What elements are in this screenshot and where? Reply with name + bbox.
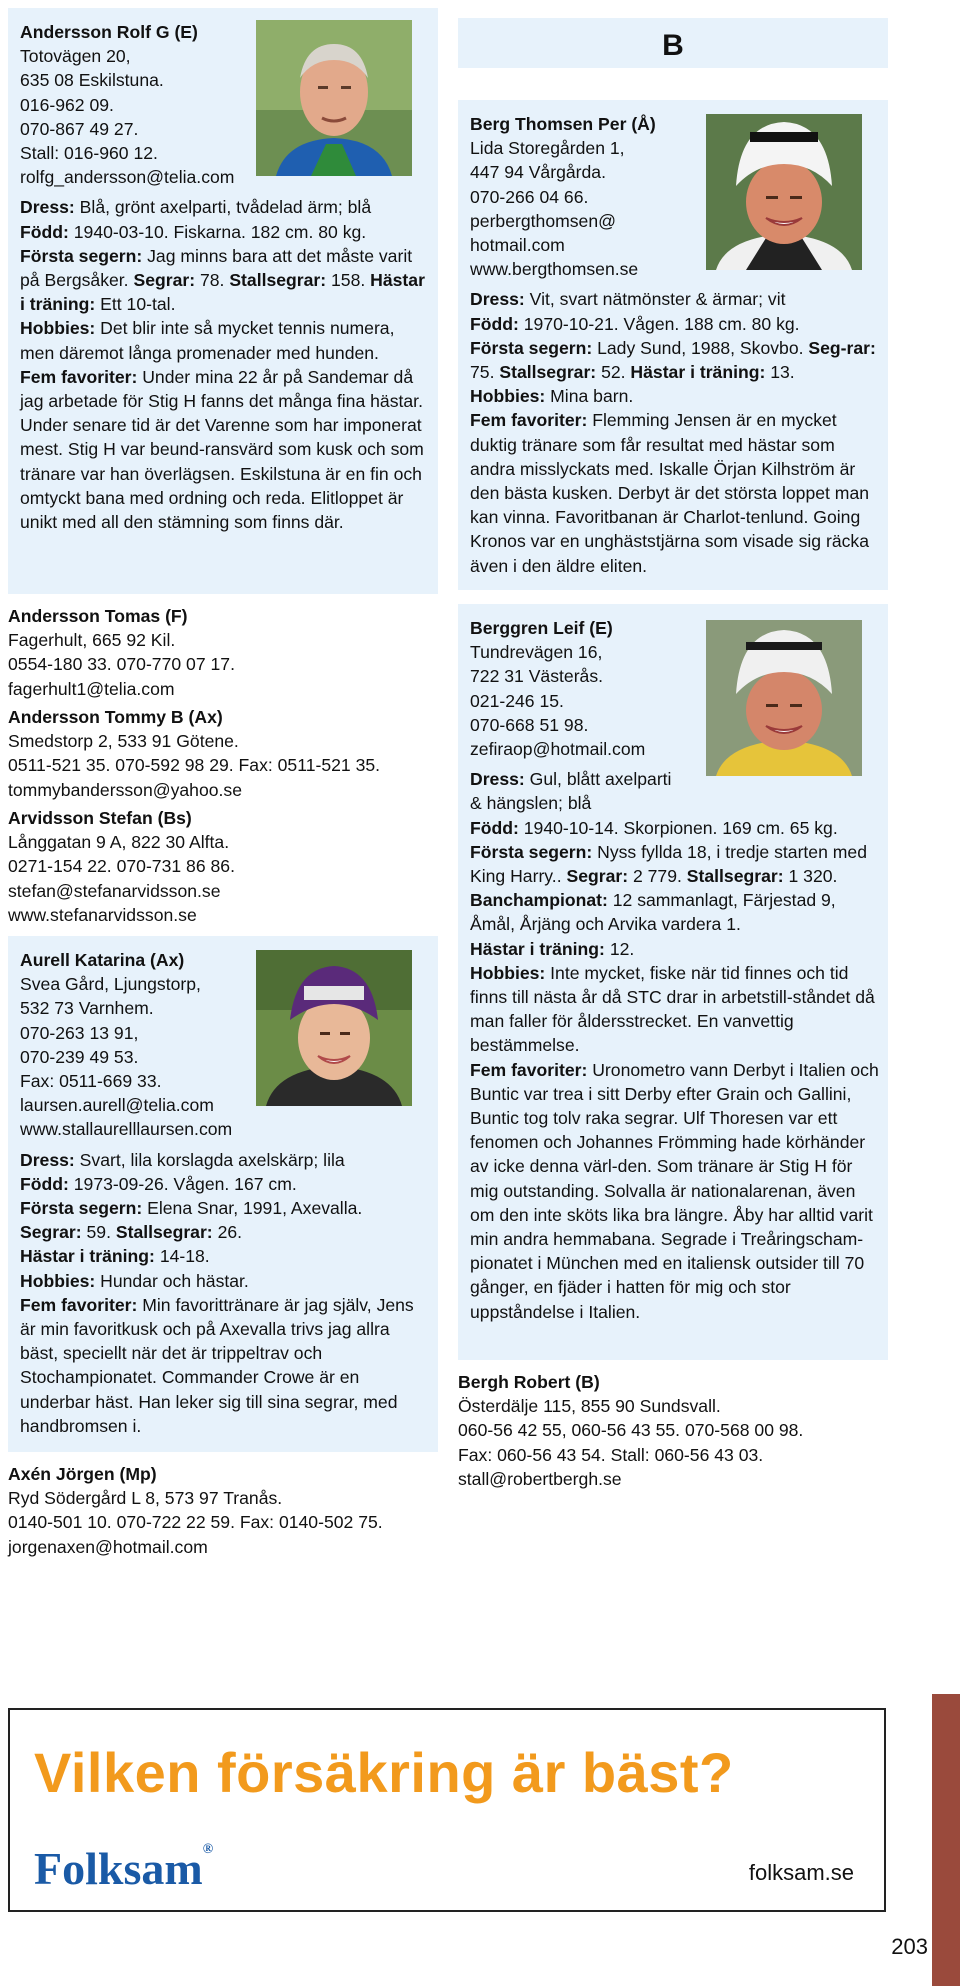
stats-para: Första segern: Nyss fyllda 18, i tredje starten med King Harry.. Segrar: 2 779. Stallsegrar: 1 320. Banchampionat: 12 sammanlagt, Färjestad 9, Åmål, Årjäng och Arvika vardera 1.: [470, 841, 867, 935]
phone-line: 0271-154 22. 070-731 86 86.: [8, 856, 235, 877]
entry-name: Aurell Katarina (Ax): [20, 950, 185, 970]
phone-line: 070-239 49 53.: [20, 1046, 139, 1067]
entry-andersson-tomas: [8, 604, 438, 701]
phone-line: 0140-501 10. 070-722 22 59. Fax: 0140-502 75.: [8, 1512, 383, 1533]
entry-axen-jorgen: [8, 1462, 438, 1559]
address-line: Fagerhult, 665 92 Kil.: [8, 630, 176, 651]
phone-line: 0554-180 33. 070-770 07 17.: [8, 654, 235, 675]
stats-para: Första segern: Jag minns bara att det måste varit på Bergsåker. Segrar: 78. Stallsegrar: 158. Hästar i träning: Ett 10-tal.: [20, 245, 425, 315]
dress-para: Dress: Vit, svart nätmönster & ärmar; vit: [470, 289, 786, 310]
horses-para: Hästar i träning: 12.: [470, 938, 635, 959]
address-line: Totovägen 20,: [20, 46, 131, 67]
favorites-para: Fem favoriter: Flemming Jensen är en mycket duktig tränare som får resultat med hästar som andra misslyckats med. Iskalle Örjan Kilhström är den bästa kusken. Derbyt är det största loppet man kan vinna. Favoritbanan är Charlot-tenlund. Going Kronos var en unghäststjärna som visade sig räcka även i den äldre eliten.: [470, 410, 870, 576]
entry-name: Andersson Rolf G (E): [20, 22, 198, 42]
born-para: Född: 1940-10-14. Skorpionen. 169 cm. 65 kg.: [470, 817, 838, 838]
favorites-para: Fem favoriter: Under mina 22 år på Sandemar då jag arbetade för Stig H fanns det många fina hästar. Under senare tid är det Varenne som har imponerat mest. Stig H var beund-ransvärd som kusk och som tränare var han överlägsen. Eskilstuna är en fin och omtyckt bana med ordning och reda. Elitloppet är unikt med all den stämning som finns där.: [20, 366, 424, 533]
phone-line: 070-266 04 66.: [470, 186, 589, 207]
phone-line: 0511-521 35. 070-592 98 29. Fax: 0511-521 35.: [8, 755, 381, 776]
dress-line: Dress: Gul, blått axelparti: [470, 769, 672, 790]
address-line: 447 94 Vårgårda.: [470, 162, 606, 183]
address-line: 532 73 Varnhem.: [20, 998, 154, 1019]
entry-andersson-tommy: [8, 705, 438, 802]
email-line: hotmail.com: [470, 235, 565, 256]
hobbies-para: Hobbies: Mina barn.: [470, 386, 634, 407]
portrait-photo-andersson-rolf: [256, 20, 412, 176]
email-line: stall@robertbergh.se: [458, 1468, 622, 1489]
entry-name: Andersson Tomas (F): [8, 606, 188, 626]
address-line: 722 31 Västerås.: [470, 666, 604, 687]
stats-para: Första segern: Lady Sund, 1988, Skovbo. Seg-rar: 75. Stallsegrar: 52. Hästar i träning: 13.: [470, 337, 876, 383]
portrait-photo-aurell-katarina: [256, 950, 412, 1106]
ad-headline: Vilken försäkring är bäst?: [34, 1741, 734, 1804]
dress-para: Dress: Blå, grönt axelparti, tvådelad ärm; blå: [20, 197, 372, 218]
entry-name: Andersson Tommy B (Ax): [8, 707, 223, 727]
born-para: Född: 1970-10-21. Vågen. 188 cm. 80 kg.: [470, 313, 800, 334]
page-number: 203: [891, 1934, 928, 1959]
phone-line: 070-263 13 91,: [20, 1022, 139, 1043]
phone-line: 021-246 15.: [470, 690, 564, 711]
ad-url-link[interactable]: folksam.se: [748, 1860, 854, 1885]
phone-line: 070-867 49 27.: [20, 118, 139, 139]
address-line: Lida Storegården 1,: [470, 138, 625, 159]
address-line: Svea Gård, Ljungstorp,: [20, 974, 201, 995]
website-line: www.stallaurelllaursen.com: [20, 1119, 233, 1140]
fax-line: Fax: 060-56 43 54. Stall: 060-56 43 03.: [458, 1444, 764, 1465]
email-line: laursen.aurell@telia.com: [20, 1095, 214, 1116]
dress-para: Dress: Svart, lila korslagda axelskärp; lila: [20, 1149, 345, 1170]
first-win-para: Första segern: Elena Snar, 1991, Axevalla.: [20, 1198, 363, 1219]
entry-name: Arvidsson Stefan (Bs): [8, 808, 192, 828]
born-para: Född: 1940-03-10. Fiskarna. 182 cm. 80 kg.: [20, 221, 367, 242]
email-line: jorgenaxen@hotmail.com: [8, 1536, 208, 1557]
entry-name: Bergh Robert (B): [458, 1372, 600, 1392]
favorites-para: Fem favoriter: Min favorittränare är jag själv, Jens är min favoritkusk och på Axevalla trivs jag allra bäst, speciellt när det är trippeltrav och Stochampionatet. Commander Crowe är en underbar häst. Han leker sig till sina segrar, med handbromsen i.: [20, 1294, 414, 1436]
entry-bergh-robert: [458, 1370, 888, 1491]
address-line: Smedstorp 2, 533 91 Götene.: [8, 731, 239, 752]
website-line: www.stefanarvidsson.se: [8, 904, 197, 925]
phone-line: 070-668 51 98.: [470, 714, 589, 735]
entry-name: Axén Jörgen (Mp): [8, 1464, 157, 1484]
dress-line: & hängslen; blå: [470, 793, 592, 814]
hobbies-para: Hobbies: Inte mycket, fiske när tid finnes och tid finns till nästa år då STC drar in arbetstill-ståndet då man faller för åldersstrecket. En vanvettig bestämmelse.: [470, 962, 875, 1056]
entry-name: Berggren Leif (E): [470, 618, 613, 638]
hobbies-para: Hobbies: Det blir inte så mycket tennis numera, men däremot långa promenader med hunden.: [20, 318, 395, 363]
fax-line: Fax: 0511-669 33.: [20, 1071, 162, 1092]
horses-para: Hästar i träning: 14-18.: [20, 1246, 210, 1267]
email-line: stefan@stefanarvidsson.se: [8, 880, 221, 901]
address-line: Österdälje 115, 855 90 Sundsvall.: [458, 1396, 721, 1417]
phone-line: 060-56 42 55, 060-56 43 55. 070-568 00 98.: [458, 1420, 804, 1441]
portrait-photo-berggren-leif: [706, 620, 862, 776]
section-letter-heading: B: [458, 18, 888, 68]
website-line: www.bergthomsen.se: [470, 259, 639, 280]
favorites-para: Fem favoriter: Uronometro vann Derbyt i Italien och Buntic var trea i sitt Derby efter Grain och Gallini, Buntic tog tolv raka segrar. Ulf Thoresen var ett fenomen och Johannes Frömming hade körhänder av icke denna värl-den. Som tränare är Stig H för mig outstanding. Solvalla är nationalarenan, även om den inte sköts lika bra längre. Åby har alltid varit min andra hemmabana. Segrade i Treåringscham-pionatet i München med en italiensk outsider till 70 gånger, en fjäder i hatten för mig och stor uppståndelse i Italien.: [470, 1059, 879, 1322]
email-line: fagerhult1@telia.com: [8, 678, 175, 699]
portrait-photo-berg-thomsen: [706, 114, 862, 270]
stable-phone-line: Stall: 016-960 12.: [20, 143, 158, 164]
email-line: perbergthomsen@: [470, 210, 616, 231]
address-line: Ryd Södergård L 8, 573 97 Tranås.: [8, 1488, 283, 1509]
address-line: 635 08 Eskilstuna.: [20, 70, 164, 91]
email-line: rolfg_andersson@telia.com: [20, 167, 235, 188]
entry-arvidsson-stefan: [8, 806, 438, 927]
wins-para: Segrar: 59. Stallsegrar: 26.: [20, 1222, 243, 1243]
folksam-logo: Folksam®: [34, 1842, 214, 1894]
hobbies-para: Hobbies: Hundar och hästar.: [20, 1270, 249, 1291]
email-line: tommybandersson@yahoo.se: [8, 779, 242, 800]
entry-name: Berg Thomsen Per (Å): [470, 114, 656, 134]
email-line: zefiraop@hotmail.com: [470, 739, 646, 760]
phone-line: 016-962 09.: [20, 94, 114, 115]
born-para: Född: 1973-09-26. Vågen. 167 cm.: [20, 1173, 297, 1194]
page-edge-color-bar: [932, 1694, 960, 1986]
address-line: Långgatan 9 A, 822 30 Alfta.: [8, 832, 230, 853]
advertisement-folksam[interactable]: [8, 1708, 886, 1912]
address-line: Tundrevägen 16,: [470, 642, 603, 663]
